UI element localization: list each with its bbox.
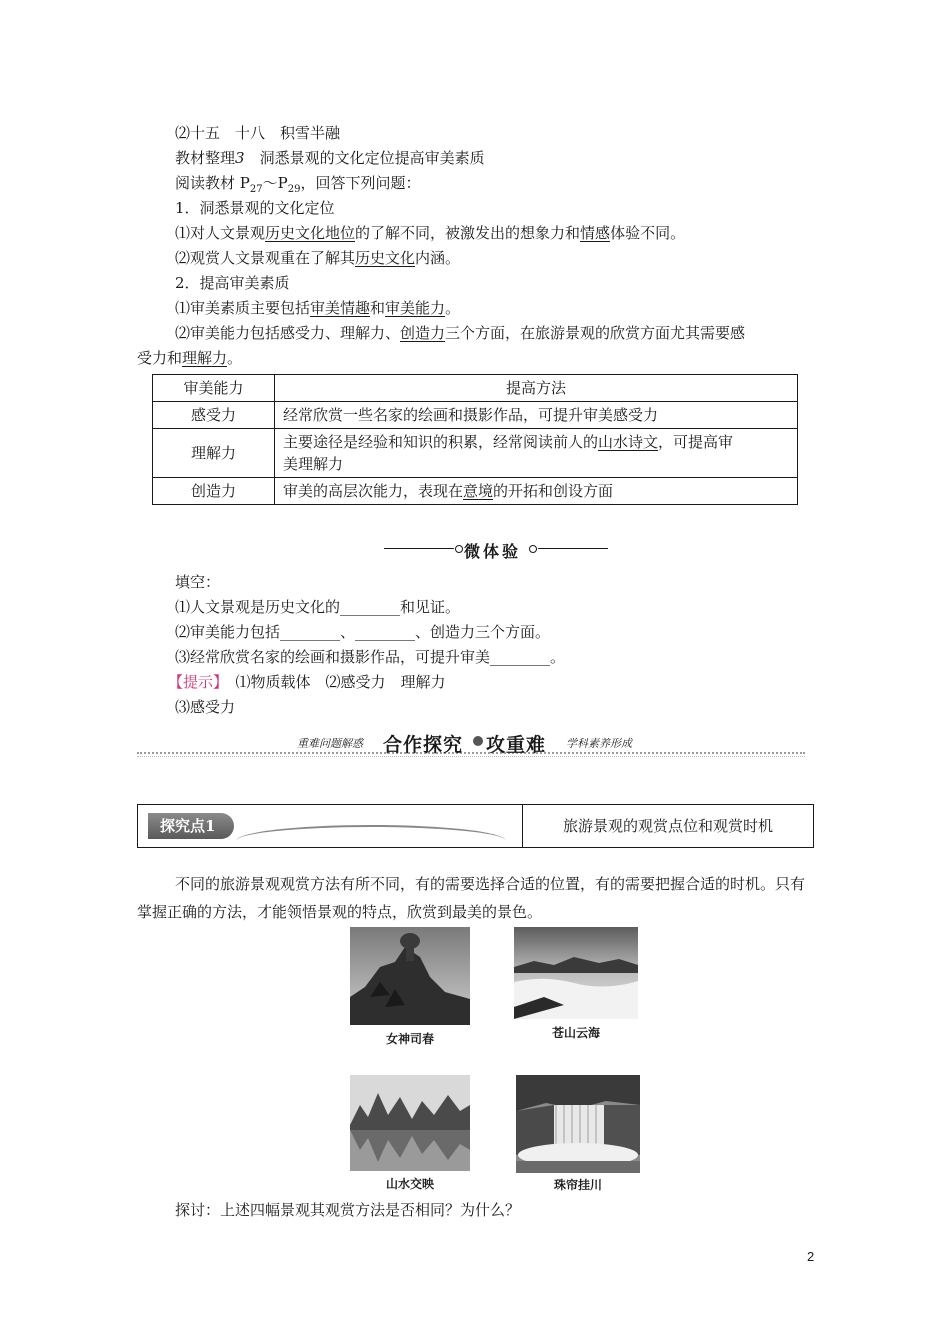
banner-dotted-line <box>137 756 805 757</box>
banner-right-text: 学科素养形成 <box>566 737 632 750</box>
fill-label: 填空： <box>175 573 221 591</box>
heading-title: 洞悉景观的文化定位提高审美素质 <box>259 149 485 167</box>
point-1-2 <box>175 248 460 268</box>
text: 美理解力 <box>283 455 344 473</box>
explore-point-topic: 旅游景观的观赏点位和观赏时机 <box>522 804 814 848</box>
table-cell <box>275 429 798 478</box>
subscript: 27 <box>249 184 263 195</box>
heading-number: 3 <box>235 149 245 167</box>
page-number: 2 <box>807 1249 815 1264</box>
table-header-row <box>153 375 798 402</box>
discussion-question: 探讨：上述四幅景观其观赏方法是否相同？为什么？ <box>175 1201 521 1219</box>
point-1-1 <box>175 223 685 243</box>
hint-line-2: ⑶感受力 <box>175 698 236 716</box>
table-cell <box>275 478 798 505</box>
text: ⑴对人文景观 <box>175 224 266 242</box>
table-row <box>153 402 798 429</box>
explore-point-badge: 探究点1 <box>148 813 234 839</box>
text: ⑵审美能力包括感受力、理解力、 <box>175 324 401 342</box>
table-cell: 感受力 <box>153 402 275 429</box>
photo-goddess-spring <box>350 927 470 1025</box>
text: 阅读教材 P <box>175 174 250 192</box>
photo-caption: 珠帘挂川 <box>553 1178 602 1192</box>
hint-text: ⑴物质载体 ⑵感受力 理解力 <box>235 673 446 691</box>
underlined-term: 山水诗文 <box>598 433 659 451</box>
underlined-term: 创造力 <box>400 324 446 342</box>
divider-dot <box>455 545 463 553</box>
text: 审美的高层次能力，表现在 <box>283 482 464 500</box>
table-header: 提高方法 <box>275 375 798 402</box>
table-cell: 理解力 <box>153 429 275 478</box>
section-heading <box>175 148 485 168</box>
banner-main-1: 合作探究 <box>383 734 464 756</box>
fill-question-2: ⑵审美能力包括________、________、创造力三个方面。 <box>175 623 551 641</box>
banner-left-text: 重难问题解惑 <box>297 737 363 750</box>
banner-main-2: 攻重难 <box>486 734 547 756</box>
photo-image <box>516 1075 640 1173</box>
point-2-1 <box>175 298 460 318</box>
banner-dotted-line <box>137 752 805 754</box>
subscript: 29 <box>287 184 301 195</box>
heading-label: 教材整理 <box>175 149 236 167</box>
underlined-term: 理解力 <box>182 349 228 367</box>
text: 和 <box>370 299 386 317</box>
aesthetic-ability-table <box>152 374 798 505</box>
underlined-term: 审美情趣 <box>310 299 371 317</box>
text: ，回答下列问题： <box>300 174 421 192</box>
text: 体验不同。 <box>610 224 686 242</box>
text: 受力和 <box>137 349 183 367</box>
photo-caption: 山水交映 <box>385 1177 434 1191</box>
hint-label: 【提示】 <box>168 673 221 691</box>
fill-question-1: ⑴人文景观是历史文化的________和见证。 <box>175 598 461 616</box>
section-banner <box>137 730 805 758</box>
table-header: 审美能力 <box>153 375 275 402</box>
point-2-2 <box>175 323 745 343</box>
photo-image <box>350 1075 470 1171</box>
text: 主要途径是经验和知识的积累，经常阅读前人的 <box>283 433 599 451</box>
text: 。 <box>445 299 461 317</box>
text: ～P <box>262 174 288 192</box>
photo-caption: 女神司春 <box>385 1032 434 1046</box>
answer-line: ⑵十五 十八 积雪半融 <box>175 124 341 142</box>
underlined-term: 意境 <box>463 482 494 500</box>
underlined-term: 历史文化 <box>355 249 416 267</box>
underlined-term: 审美能力 <box>385 299 446 317</box>
underlined-term: 情感 <box>580 224 611 242</box>
table-row <box>153 478 798 505</box>
subheading-1: 1．洞悉景观的文化定位 <box>175 199 335 217</box>
banner-arrow-icon <box>473 736 483 746</box>
photo-caption: 苍山云海 <box>551 1026 600 1040</box>
text: 三个方面，在旅游景观的欣赏方面尤其需要感 <box>445 324 746 342</box>
table-cell: 经常欣赏一些名家的绘画和摄影作品，可提升审美感受力 <box>275 402 798 429</box>
fill-question-3: ⑶经常欣赏名家的绘画和摄影作品，可提升审美________。 <box>175 648 566 666</box>
text: ⑵观赏人文景观重在了解其 <box>175 249 356 267</box>
divider-line <box>538 548 608 549</box>
underlined-term: 历史文化地位 <box>265 224 356 242</box>
photo-pearl-curtain-waterfall <box>516 1075 640 1173</box>
reading-instruction <box>175 173 420 200</box>
table-cell: 创造力 <box>153 478 275 505</box>
point-2-2-cont <box>137 348 242 368</box>
explore-point-label-box <box>137 804 522 848</box>
text: 。 <box>227 349 243 367</box>
text: 的开拓和创设方面 <box>493 482 614 500</box>
text: 内涵。 <box>415 249 461 267</box>
table-row <box>153 429 798 478</box>
photo-image <box>350 927 470 1025</box>
hint-line <box>168 672 446 692</box>
photo-cangshan-clouds <box>514 927 638 1019</box>
divider-dot <box>529 545 537 553</box>
subheading-2: 2．提高审美素质 <box>175 274 290 292</box>
text: 的了解不同，被激发出的想象力和 <box>355 224 581 242</box>
photo-mountain-water <box>350 1075 470 1171</box>
photo-image <box>514 927 638 1019</box>
micro-experience-title: 微体验 <box>464 542 522 561</box>
text: ，可提高审 <box>658 433 734 451</box>
badge-swoosh <box>236 825 506 841</box>
divider-line <box>384 548 454 549</box>
intro-paragraph: 不同的旅游景观观赏方法有所不同，有的需要选择合适的位置，有的需要把握合适的时机。只有掌握正确的方法，才能领悟景观的特点，欣赏到最美的景色。 <box>137 875 806 921</box>
text: ⑴审美素质主要包括 <box>175 299 311 317</box>
